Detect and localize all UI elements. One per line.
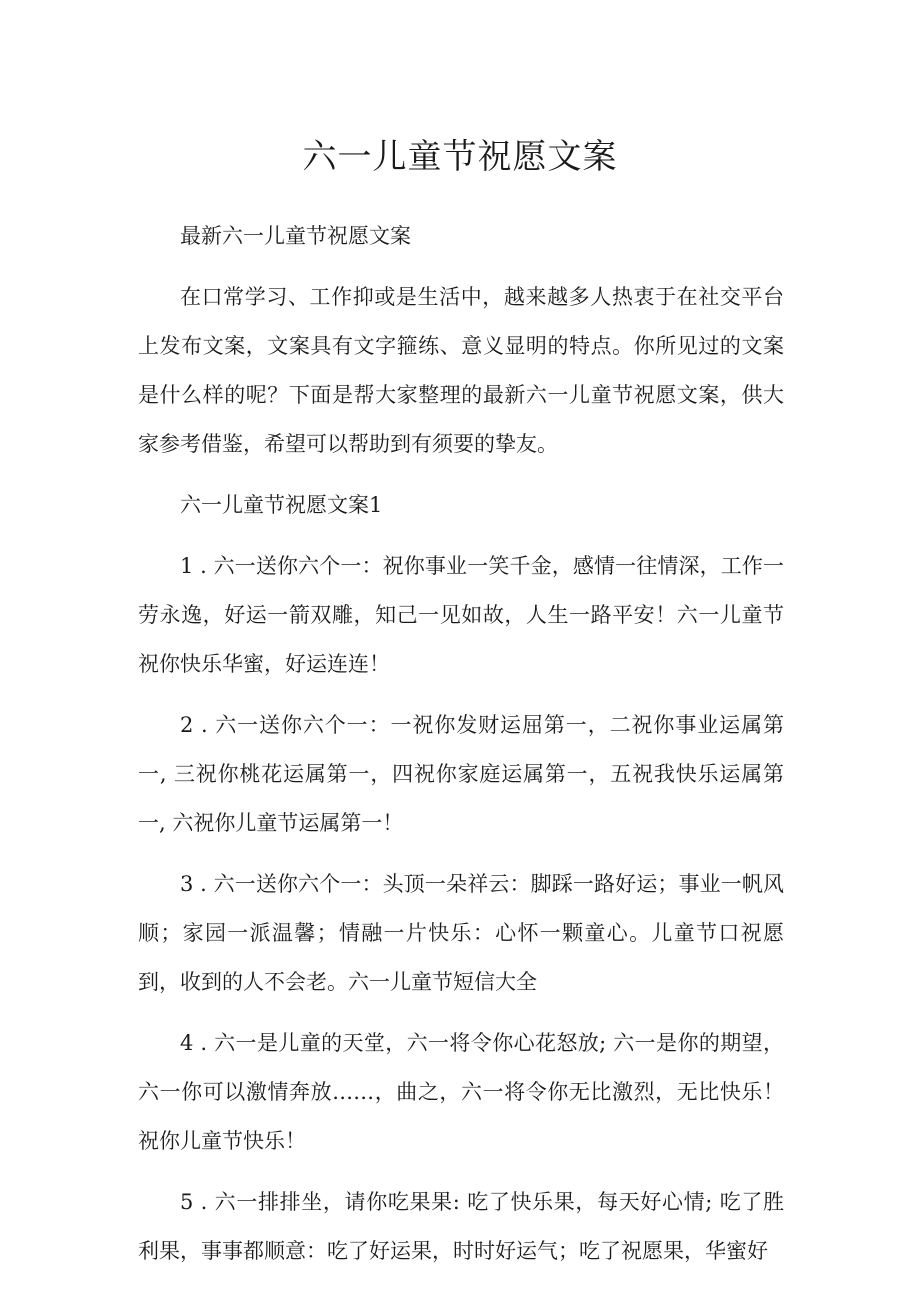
section-heading: 六一儿童节祝愿文案1 (180, 493, 383, 517)
document-title: 六一儿童节祝愿文案 (302, 137, 618, 177)
subtitle-paragraph: 最新六一儿童节祝愿文案 (180, 224, 411, 248)
list-item: 1 . 六一送你六个一：祝你事业一笑千金，感情一往情深，工作一劳永逸，好运一箭双雕，知己一见如故，人生一路平安！六一儿童节祝你快乐华蜜，好运连连！ (138, 554, 784, 676)
list-item: 4 . 六一是儿童的天堂，六一将令你心花怒放; 六一是你的期望，六一你可以激情奔放……，曲之，六一将令你无比激烈，无比快乐！祝你儿童节快乐！ (138, 1031, 784, 1153)
list-item: 2 . 六一送你六个一：一祝你发财运屈第一，二祝你事业运属第一, 三祝你桃花运属第一，四祝你家庭运属第一，五祝我快乐运属第一, 六祝你儿童节运属第一！ (138, 713, 784, 835)
list-item: 3 . 六一送你六个一：头顶一朵祥云：脚踩一路好运；事业一帆风顺；家园一派温馨；情融一片快乐：心怀一颗童心。儿童节口祝愿到，收到的人不会老。六一儿童节短信大全 (138, 872, 784, 994)
list-item: 5 . 六一排排坐，请你吃果果: 吃了快乐果，每天好心情; 吃了胜利果，事事都顺意：吃了好运果，时时好运气；吃了祝愿果，华蜜好 (138, 1190, 784, 1263)
document-body (138, 212, 784, 1276)
intro-paragraph: 在口常学习、工作抑或是生活中，越来越多人热衷于在社交平台上发布文案，文案具有文字箍练、意义显明的特点。你所见过的文案是什么样的呢？下面是帮大家整理的最新六一儿童节祝愿文案，供大家参考借鉴，希望可以帮助到有须要的挚友。 (138, 285, 784, 456)
